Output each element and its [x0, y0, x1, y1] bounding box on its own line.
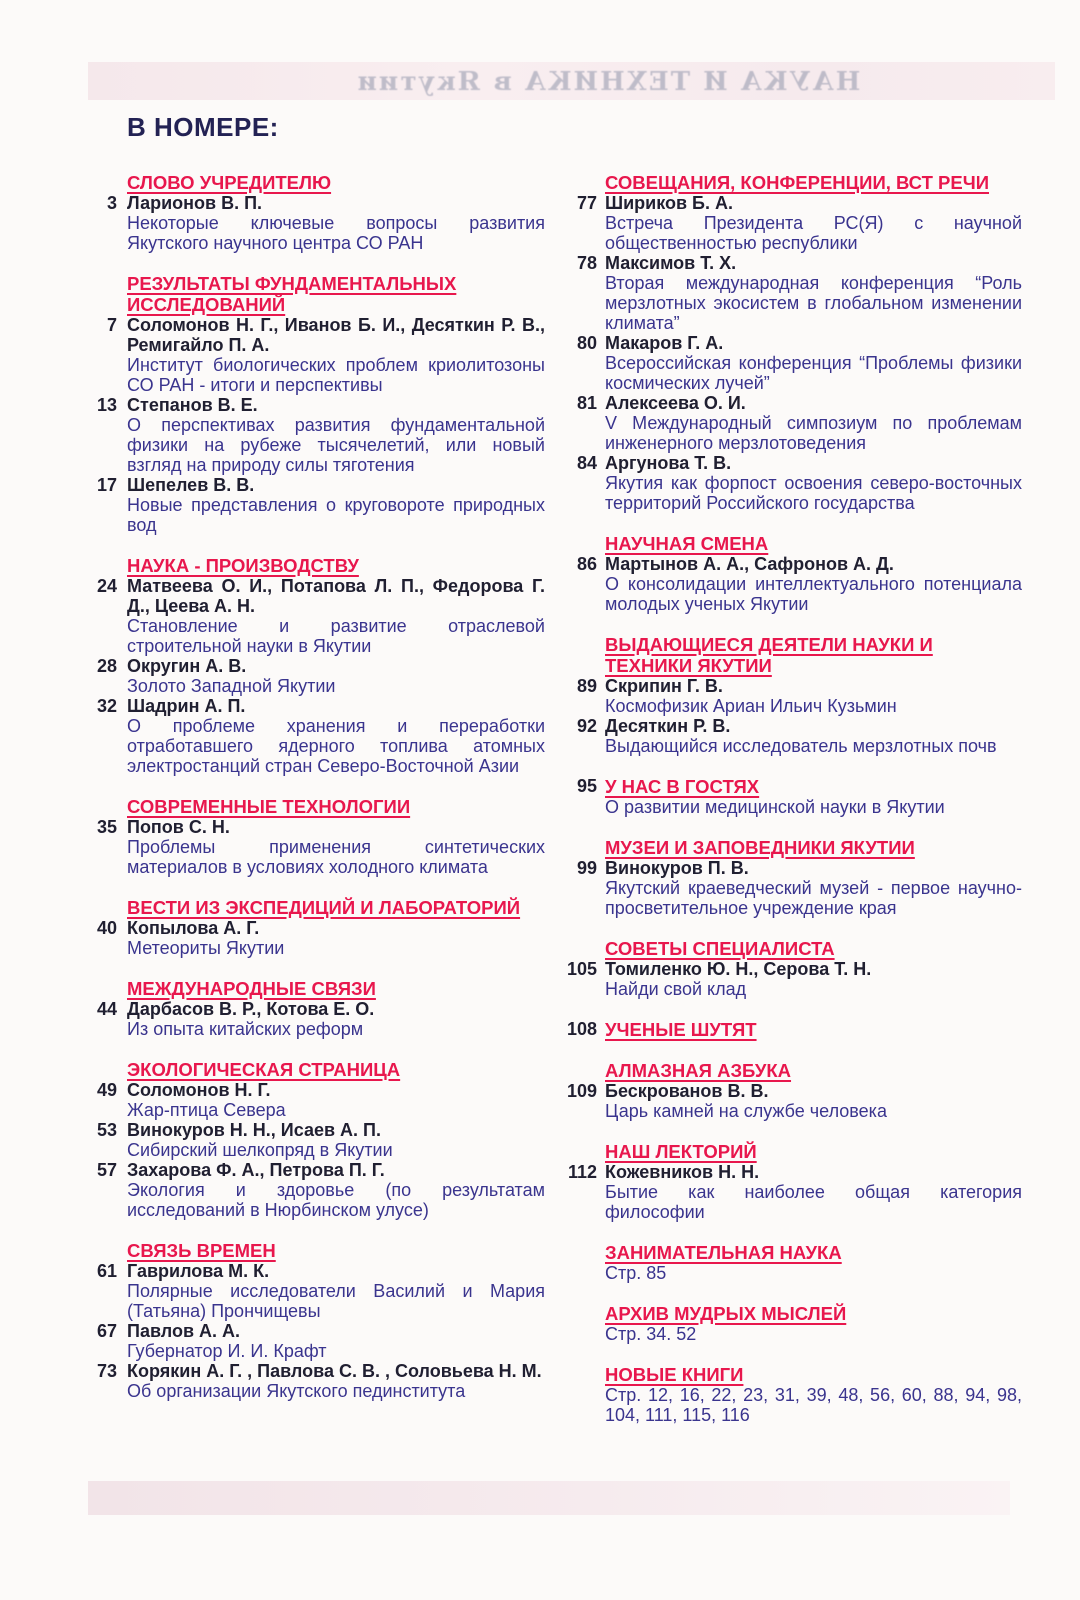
- entry-body: [127, 1321, 545, 1361]
- toc-section: [556, 837, 1022, 918]
- entry-body: [605, 1263, 1022, 1283]
- toc-entry: [556, 959, 1022, 999]
- toc-entry: [90, 1321, 545, 1361]
- entry-body: [127, 817, 545, 877]
- section-title: АРХИВ МУДРЫХ МЫСЛЕЙ: [605, 1303, 847, 1324]
- entry-page-number: 40: [96, 918, 117, 938]
- section-page-number: [556, 634, 605, 676]
- entry-body: [605, 193, 1022, 253]
- entry-body: [605, 1162, 1022, 1222]
- section-page-number: [556, 1364, 605, 1385]
- entry-page-number: 3: [106, 193, 117, 213]
- entry-authors: Павлов А. А.: [127, 1321, 241, 1341]
- section-page-number: [556, 1060, 605, 1081]
- section-heading-row: [556, 533, 1022, 554]
- section-title: СОВЕТЫ СПЕЦИАЛИСТА: [605, 938, 835, 959]
- section-page-number: [556, 837, 605, 858]
- entry-authors: Попов С. Н.: [127, 817, 230, 837]
- entry-title: О проблеме хранения и переработки отработавшего ядерного топлива атомных электростанций стран Северо-Восточной Азии: [127, 716, 545, 776]
- entry-title: Выдающийся исследователь мерзлотных почв: [605, 736, 997, 756]
- toc-entry: [90, 1361, 545, 1401]
- toc-entry: [90, 918, 545, 958]
- section-page-number: [556, 1303, 605, 1324]
- entry-page-number: 35: [96, 817, 117, 837]
- toc-section: [556, 533, 1022, 614]
- toc-section: [556, 1141, 1022, 1222]
- entry-authors: Аргунова Т. В.: [605, 453, 732, 473]
- entry-body: [605, 1081, 1022, 1121]
- entry-page-number: 81: [576, 393, 597, 413]
- toc-section: [90, 273, 545, 535]
- entry-body: [605, 676, 1022, 716]
- entry-title: Стр. 85: [605, 1263, 667, 1283]
- section-title: НОВЫЕ КНИГИ: [605, 1364, 744, 1385]
- toc-entry: [556, 858, 1022, 918]
- toc-entry: [90, 1261, 545, 1321]
- entry-title: Якутский краеведческий музей - первое научно-просветительное учреждение края: [605, 878, 1022, 918]
- toc-entry: [556, 1081, 1022, 1121]
- entry-authors: Скрипин Г. В.: [605, 676, 723, 696]
- entry-page-number: [556, 1263, 605, 1283]
- entry-authors: Гаврилова М. К.: [127, 1261, 270, 1281]
- section-title: НАУКА - ПРОИЗВОДСТВУ: [127, 555, 359, 576]
- toc-entry: [556, 193, 1022, 253]
- entry-authors: Матвеева О. И., Потапова Л. П., Федорова Г. Д., Цеева А. Н.: [127, 576, 545, 616]
- section-page-number: [90, 897, 127, 918]
- entry-body: [127, 1120, 545, 1160]
- section-page-number: [90, 978, 127, 999]
- entry-page-number: 84: [576, 453, 597, 473]
- section-heading-row: [556, 1242, 1022, 1263]
- entry-page-number: 112: [567, 1162, 597, 1182]
- section-page-number: [556, 1242, 605, 1263]
- section-page-number: 95: [576, 776, 597, 796]
- entry-body: [605, 959, 1022, 999]
- entry-page-number: 24: [96, 576, 117, 596]
- section-title: НАШ ЛЕКТОРИЙ: [605, 1141, 757, 1162]
- entry-page-number: 61: [96, 1261, 117, 1281]
- toc-section: [556, 634, 1022, 756]
- section-page-number: [90, 1059, 127, 1080]
- entry-page-number: 49: [96, 1080, 117, 1100]
- entry-authors: Соломонов Н. Г., Иванов Б. И., Десяткин Р. В., Ремигайло П. А.: [127, 315, 545, 355]
- toc-entry: [556, 333, 1022, 393]
- entry-title: Об организации Якутского пединститута: [127, 1381, 466, 1401]
- entry-title: Космофизик Ариан Ильич Кузьмин: [605, 696, 897, 716]
- entry-body: [605, 253, 1022, 333]
- toc-entry: [90, 475, 545, 535]
- toc-entry: [556, 1162, 1022, 1222]
- toc-section: [90, 555, 545, 776]
- toc-entry: [556, 716, 1022, 756]
- entry-authors: Винокуров Н. Н., Исаев А. П.: [127, 1120, 381, 1140]
- section-page-number: 108: [566, 1019, 597, 1039]
- toc-entry: [556, 1385, 1022, 1425]
- entry-page-number: [556, 1324, 605, 1344]
- toc-entry: [90, 656, 545, 696]
- section-title: УЧЕНЫЕ ШУТЯТ: [605, 1019, 757, 1040]
- entry-authors: Томиленко Ю. Н., Серова Т. Н.: [605, 959, 872, 979]
- entry-authors: Винокуров П. В.: [605, 858, 749, 878]
- entry-title: Стр. 12, 16, 22, 23, 31, 39, 48, 56, 60, 88, 94, 98, 104, 111, 115, 116: [605, 1385, 1022, 1425]
- entry-body: [127, 1160, 545, 1220]
- entry-title: Золото Западной Якутии: [127, 676, 336, 696]
- entry-title: Полярные исследователи Василий и Мария (Татьяна) Прончищевы: [127, 1281, 545, 1321]
- section-heading-row: [90, 172, 545, 193]
- section-title: У НАС В ГОСТЯХ: [605, 776, 760, 797]
- showthrough-watermark-text: НАУКА И ТЕХНИКА в Якутии: [355, 67, 861, 97]
- toc-entry: [90, 999, 545, 1039]
- section-heading-row: [556, 938, 1022, 959]
- toc-entry: [90, 1160, 545, 1220]
- entry-page-number: 92: [576, 716, 597, 736]
- entry-page-number: [556, 1385, 605, 1425]
- entry-page-number: 13: [96, 395, 117, 415]
- entry-page-number: 44: [96, 999, 117, 1019]
- toc-section: [90, 978, 545, 1039]
- toc-column-left: [90, 172, 545, 1401]
- entry-authors: Макаров Г. А.: [605, 333, 724, 353]
- showthrough-band-top: [88, 62, 1055, 100]
- section-heading-row: [90, 273, 545, 315]
- section-title: СОВЕЩАНИЯ, КОНФЕРЕНЦИИ, ВСТ РЕЧИ: [605, 172, 990, 193]
- entry-page-number: 67: [96, 1321, 117, 1341]
- entry-body: [605, 858, 1022, 918]
- toc-section: [556, 172, 1022, 513]
- entry-title: Институт биологических проблем криолитозоны СО РАН - итоги и перспективы: [127, 355, 545, 395]
- entry-body: [127, 918, 545, 958]
- entry-authors: Алексеева О. И.: [605, 393, 746, 413]
- toc-section: [90, 796, 545, 877]
- section-title: СВЯЗЬ ВРЕМЕН: [127, 1240, 276, 1261]
- section-title: ВЫДАЮЩИЕСЯ ДЕЯТЕЛИ НАУКИ И ТЕХНИКИ ЯКУТИИ: [605, 634, 933, 676]
- section-title: СЛОВО УЧРЕДИТЕЛЮ: [127, 172, 332, 193]
- entry-page-number: 78: [576, 253, 597, 273]
- entry-body: [127, 1080, 545, 1120]
- entry-body: [605, 453, 1022, 513]
- entry-body: [127, 656, 545, 696]
- entry-authors: Ларионов В. П.: [127, 193, 263, 213]
- entry-body: [127, 395, 545, 475]
- entry-authors: Захарова Ф. А., Петрова П. Г.: [127, 1160, 385, 1180]
- entry-title: Проблемы применения синтетических материалов в условиях холодного климата: [127, 837, 545, 877]
- section-page-number: [556, 172, 605, 193]
- entry-title: О консолидации интеллектуального потенциала молодых ученых Якутии: [605, 574, 1022, 614]
- toc-entry: [556, 1324, 1022, 1344]
- section-heading-row: [556, 1060, 1022, 1081]
- entry-title: Вторая международная конференция “Роль мерзлотных экосистем в глобальном изменении климата”: [605, 273, 1022, 333]
- entry-body: [127, 475, 545, 535]
- section-heading-row: [556, 1141, 1022, 1162]
- entry-title: Якутия как форпост освоения северо-восточных территорий Российского государства: [605, 473, 1022, 513]
- entry-page-number: 77: [576, 193, 597, 213]
- entry-title: Бытие как наиболее общая категория философии: [605, 1182, 1022, 1222]
- entry-authors: Шириков Б. А.: [605, 193, 733, 213]
- entry-body: [605, 333, 1022, 393]
- toc-entry: [90, 315, 545, 395]
- toc-entry: [556, 453, 1022, 513]
- entry-page-number: 57: [96, 1160, 117, 1180]
- toc-section: [556, 1019, 1022, 1040]
- toc-entry: [556, 676, 1022, 716]
- entry-body: [605, 1385, 1022, 1425]
- entry-title: Из опыта китайских реформ: [127, 1019, 364, 1039]
- section-page-number: [556, 533, 605, 554]
- entry-authors: Округин А. В.: [127, 656, 247, 676]
- toc-section: [90, 897, 545, 958]
- section-page-number: [90, 1240, 127, 1261]
- entry-body: [127, 999, 545, 1039]
- section-title: ЭКОЛОГИЧЕСКАЯ СТРАНИЦА: [127, 1059, 401, 1080]
- toc-entry: [556, 797, 1022, 817]
- toc-entry: [90, 1120, 545, 1160]
- section-page-number: [90, 273, 127, 315]
- entry-body: [127, 193, 545, 253]
- toc-section: [556, 1303, 1022, 1344]
- section-page-number: [90, 172, 127, 193]
- entry-title: Новые представления о круговороте природных вод: [127, 495, 545, 535]
- entry-body: [127, 1361, 545, 1401]
- section-heading-row: [90, 978, 545, 999]
- toc-entry: [90, 193, 545, 253]
- entry-page-number: 32: [96, 696, 117, 716]
- entry-body: [605, 554, 1022, 614]
- entry-authors: Кожевников Н. Н.: [605, 1162, 760, 1182]
- entry-title: Некоторые ключевые вопросы развития Якутского научного центра СО РАН: [127, 213, 545, 253]
- section-heading-row: [556, 837, 1022, 858]
- entry-authors: Дарбасов В. Р., Котова Е. О.: [127, 999, 375, 1019]
- showthrough-band-bottom: [88, 1481, 1010, 1515]
- entry-body: [127, 576, 545, 656]
- entry-page-number: 86: [576, 554, 597, 574]
- entry-title: Сибирский шелкопряд в Якутии: [127, 1140, 393, 1160]
- entry-body: [127, 696, 545, 776]
- entry-authors: Корякин А. Г. , Павлова С. В. , Соловьева Н. М.: [127, 1361, 542, 1381]
- page-title: В НОМЕРЕ:: [127, 112, 279, 142]
- entry-body: [127, 315, 545, 395]
- section-title: МУЗЕИ И ЗАПОВЕДНИКИ ЯКУТИИ: [605, 837, 915, 858]
- section-title: АЛМАЗНАЯ АЗБУКА: [605, 1060, 792, 1081]
- toc-entry: [90, 395, 545, 475]
- toc-entry: [90, 817, 545, 877]
- entry-title: Царь камней на службе человека: [605, 1101, 887, 1121]
- toc-section: [556, 1060, 1022, 1121]
- section-page-number: [556, 1141, 605, 1162]
- toc-section: [90, 1059, 545, 1220]
- section-title: МЕЖДУНАРОДНЫЕ СВЯЗИ: [127, 978, 376, 999]
- section-title: СОВРЕМЕННЫЕ ТЕХНОЛОГИИ: [127, 796, 411, 817]
- entry-title: О перспективах развития фундаментальной физики на рубеже тысячелетий, или новый взгляд на природу силы тяготения: [127, 415, 545, 475]
- entry-page-number: 53: [96, 1120, 117, 1140]
- entry-authors: Максимов Т. Х.: [605, 253, 737, 273]
- entry-authors: Копылова А. Г.: [127, 918, 260, 938]
- entry-title: Экология и здоровье (по результатам исследований в Нюрбинском улусе): [127, 1180, 545, 1220]
- section-heading-row: [90, 796, 545, 817]
- entry-page-number: 73: [96, 1361, 117, 1381]
- section-heading-row: [556, 776, 1022, 797]
- entry-page-number: [556, 797, 605, 817]
- entry-title: Становление и развитие отраслевой строительной науки в Якутии: [127, 616, 545, 656]
- entry-authors: Шепелев В. В.: [127, 475, 255, 495]
- section-heading-row: [90, 897, 545, 918]
- toc-entry: [90, 1080, 545, 1120]
- toc-entry: [556, 1263, 1022, 1283]
- toc-section: [556, 776, 1022, 817]
- toc-section: [556, 1242, 1022, 1283]
- entry-page-number: 99: [576, 858, 597, 878]
- entry-authors: Степанов В. Е.: [127, 395, 258, 415]
- entry-title: Жар-птица Севера: [127, 1100, 286, 1120]
- section-title: ВЕСТИ ИЗ ЭКСПЕДИЦИЙ И ЛАБОРАТОРИЙ: [127, 897, 521, 918]
- entry-body: [127, 1261, 545, 1321]
- entry-page-number: 7: [106, 315, 117, 335]
- entry-title: V Международный симпозиум по проблемам инженерного мерзлотоведения: [605, 413, 1022, 453]
- entry-body: [605, 716, 1022, 756]
- entry-page-number: 80: [576, 333, 597, 353]
- section-heading-row: [556, 1364, 1022, 1385]
- entry-page-number: 105: [566, 959, 597, 979]
- entry-page-number: 17: [96, 475, 117, 495]
- entry-authors: Бескрованов В. В.: [605, 1081, 769, 1101]
- entry-page-number: 109: [566, 1081, 597, 1101]
- entry-title: Метеориты Якутии: [127, 938, 285, 958]
- section-heading-row: [90, 1059, 545, 1080]
- section-page-number: [90, 796, 127, 817]
- section-title: РЕЗУЛЬТАТЫ ФУНДАМЕНТАЛЬНЫХ ИССЛЕДОВАНИЙ: [127, 273, 457, 315]
- section-heading-row: [556, 1303, 1022, 1324]
- section-page-number: [556, 938, 605, 959]
- section-title: НАУЧНАЯ СМЕНА: [605, 533, 769, 554]
- toc-section: [556, 938, 1022, 999]
- section-heading-row: [90, 1240, 545, 1261]
- entry-body: [605, 797, 1022, 817]
- entry-title: Всероссийская конференция “Проблемы физики космических лучей”: [605, 353, 1022, 393]
- section-heading-row: [556, 172, 1022, 193]
- toc-entry: [90, 576, 545, 656]
- toc-entry: [556, 253, 1022, 333]
- toc-column-right: [556, 172, 1022, 1425]
- entry-authors: Мартынов А. А., Сафронов А. Д.: [605, 554, 894, 574]
- entry-title: Стр. 34. 52: [605, 1324, 697, 1344]
- entry-page-number: 28: [96, 656, 117, 676]
- section-heading-row: [90, 555, 545, 576]
- entry-title: Встреча Президента РС(Я) с научной общественностью республики: [605, 213, 1022, 253]
- entry-title: О развитии медицинской науки в Якутии: [605, 797, 945, 817]
- entry-title: Губернатор И. И. Крафт: [127, 1341, 327, 1361]
- entry-page-number: 89: [576, 676, 597, 696]
- entry-authors: Десяткин Р. В.: [605, 716, 731, 736]
- entry-body: [605, 393, 1022, 453]
- entry-title: Найди свой клад: [605, 979, 747, 999]
- toc-section: [90, 1240, 545, 1401]
- toc-entry: [556, 393, 1022, 453]
- section-page-number: [90, 555, 127, 576]
- entry-authors: Соломонов Н. Г.: [127, 1080, 271, 1100]
- toc-entry: [90, 696, 545, 776]
- entry-body: [605, 1324, 1022, 1344]
- entry-authors: Шадрин А. П.: [127, 696, 246, 716]
- toc-entry: [556, 554, 1022, 614]
- section-heading-row: [556, 634, 1022, 676]
- toc-section: [90, 172, 545, 253]
- section-title: ЗАНИМАТЕЛЬНАЯ НАУКА: [605, 1242, 842, 1263]
- section-heading-row: [556, 1019, 1022, 1040]
- toc-section: [556, 1364, 1022, 1425]
